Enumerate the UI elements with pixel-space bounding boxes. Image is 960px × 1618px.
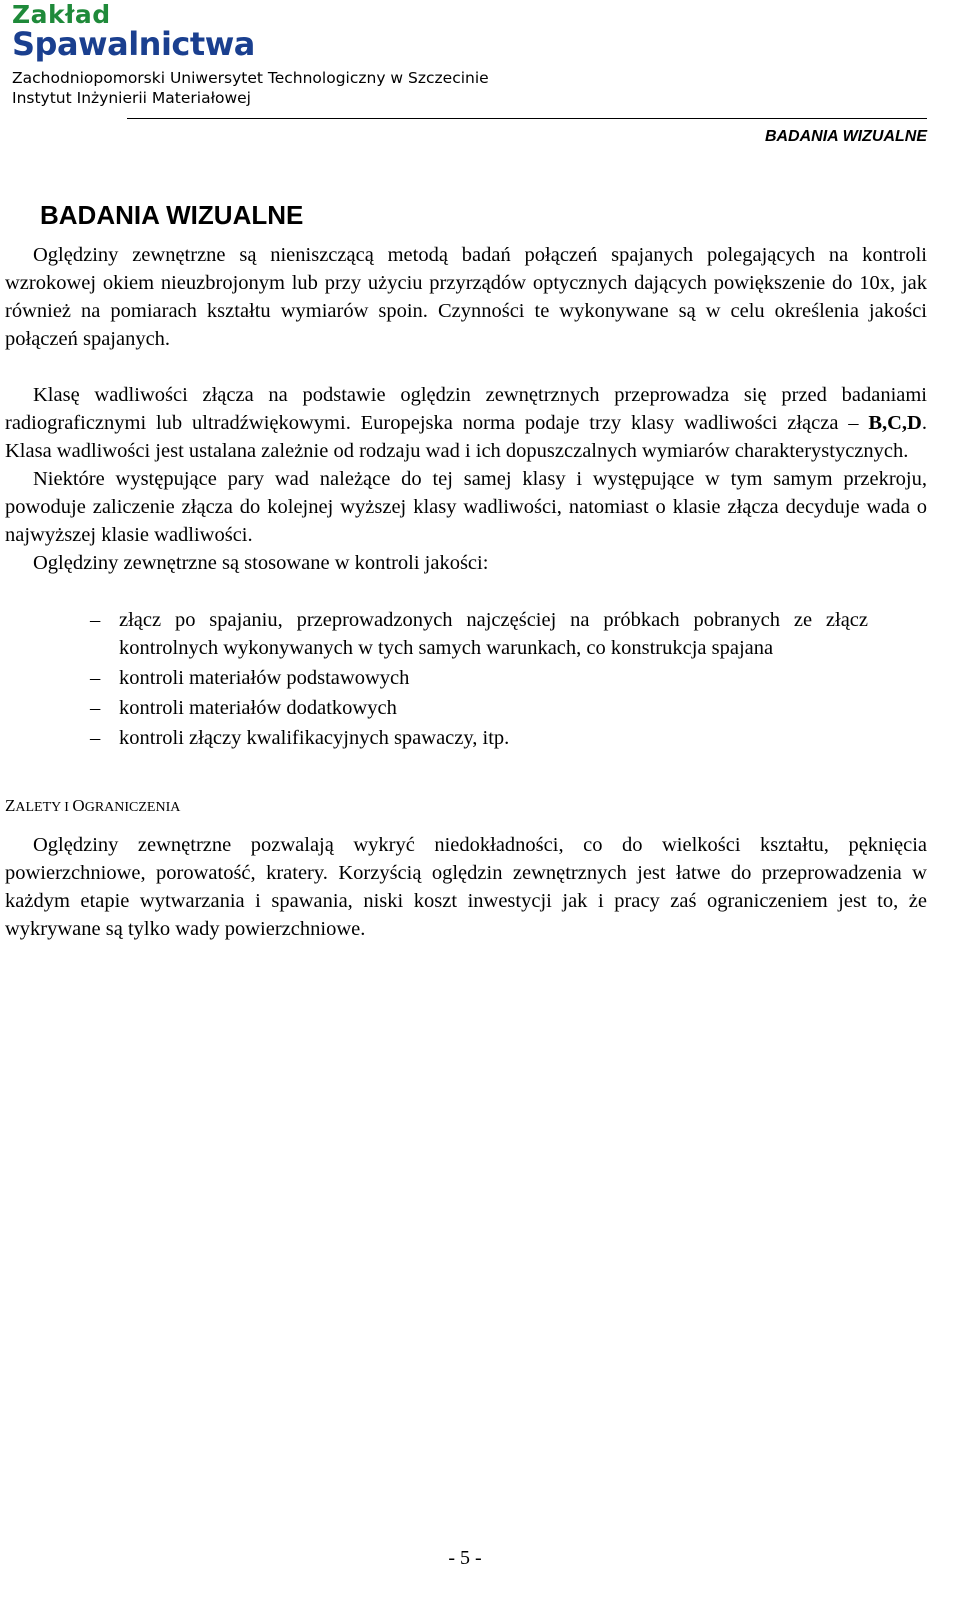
paragraph-4: Oględziny zewnętrzne są stosowane w kontroli jakości:: [33, 552, 489, 574]
list-item-text: kontroli złączy kwalifikacyjnych spawaczy, itp.: [119, 727, 510, 749]
logo-text-spawalnictwa: Spawalnictwa: [12, 25, 255, 63]
paragraph-2-tail: . Klasa wadliwości jest ustalana zależnie od rodzaju wad i ich dopuszczalnych wymiarów charakterystycznych.: [5, 412, 927, 462]
paragraph-1: Oględziny zewnętrzne są nieniszczącą metodą badań połączeń spajanych polegających na kontroli wzrokowej okiem nieuzbrojonym lub przy użyciu przyrządów optycznych dających powiększenie do 10x, jak również na pomiarach kształtu wymiarów spoin. Czynności te wykonywane są w celu określenia jakości połączeń spajanych.: [5, 244, 927, 350]
running-header-title: BADANIA WIZUALNE: [764, 128, 927, 145]
department-logo: [12, 0, 255, 63]
list-item: [0, 694, 927, 722]
list-item: [0, 664, 927, 692]
bullet-dash: –: [90, 727, 101, 749]
list-item-text: złącz po spajaniu, przeprowadzonych najczęściej na próbkach pobranych ze złącz kontrolnych wykonywanych w tych samych warunkach, co konstrukcja spajana: [119, 609, 868, 659]
dash-glyph: –: [848, 412, 859, 434]
paragraph-3: Niektóre występujące pary wad należące do tej samej klasy i występujące w tym samym przekroju, powoduje zaliczenie złącza do kolejnej wyższej klasy wadliwości, natomiast o klasie złącza decyduje wada o najwyższej klasie wadliwości.: [5, 468, 927, 546]
list-item: [0, 724, 927, 752]
institution-block: [12, 68, 489, 108]
university-name: Zachodniopomorski Uniwersytet Technologiczny w Szczecinie: [12, 69, 489, 87]
bullet-list: [0, 606, 927, 754]
bullet-dash: –: [90, 667, 101, 689]
page-number: - 5 -: [448, 1547, 482, 1569]
section-heading: [5, 796, 180, 816]
list-item: [0, 606, 927, 662]
header-divider: [127, 118, 927, 119]
section-heading-part-1: ALETY I: [15, 800, 73, 815]
section-heading-part-2: GRANICZENIA: [84, 800, 181, 815]
list-item-text: kontroli materiałów dodatkowych: [119, 697, 397, 719]
paragraph-2: [5, 381, 927, 465]
institute-name: Instytut Inżynierii Materiałowej: [12, 89, 251, 107]
logo-text-zaklad: Zakład: [12, 0, 111, 29]
class-letters: B,C,D: [868, 412, 922, 434]
section-heading-cap-1: Z: [5, 796, 16, 815]
intro-paragraph-block: [5, 241, 927, 353]
advantages-paragraph-block: [5, 831, 927, 943]
section-heading-cap-2: O: [72, 796, 85, 815]
bullet-dash: –: [90, 697, 101, 719]
classes-paragraph-block: [5, 381, 927, 577]
paragraph-5: Oględziny zewnętrzne pozwalają wykryć niedokładności, co do wielkości kształtu, pęknięcia powierzchniowe, porowatość, kratery. Korzyścią oględzin zewnętrznych jest łatwe do przeprowadzenia w każdym etapie wytwarzania i spawania, niski koszt inwestycji jak i pracy zaś ograniczeniem jest to, że wykrywane są tylko wady powierzchniowe.: [5, 834, 927, 940]
page-title: BADANIA WIZUALNE: [40, 200, 304, 230]
paragraph-2-text: Klasę wadliwości złącza na podstawie oględzin zewnętrznych przeprowadza się przed badaniami radiograficznymi lub ultradźwiękowymi. Europejska norma podaje trzy klasy wadliwości złącza: [5, 384, 927, 434]
list-item-text: kontroli materiałów podstawowych: [119, 667, 410, 689]
bullet-dash: –: [90, 609, 101, 631]
